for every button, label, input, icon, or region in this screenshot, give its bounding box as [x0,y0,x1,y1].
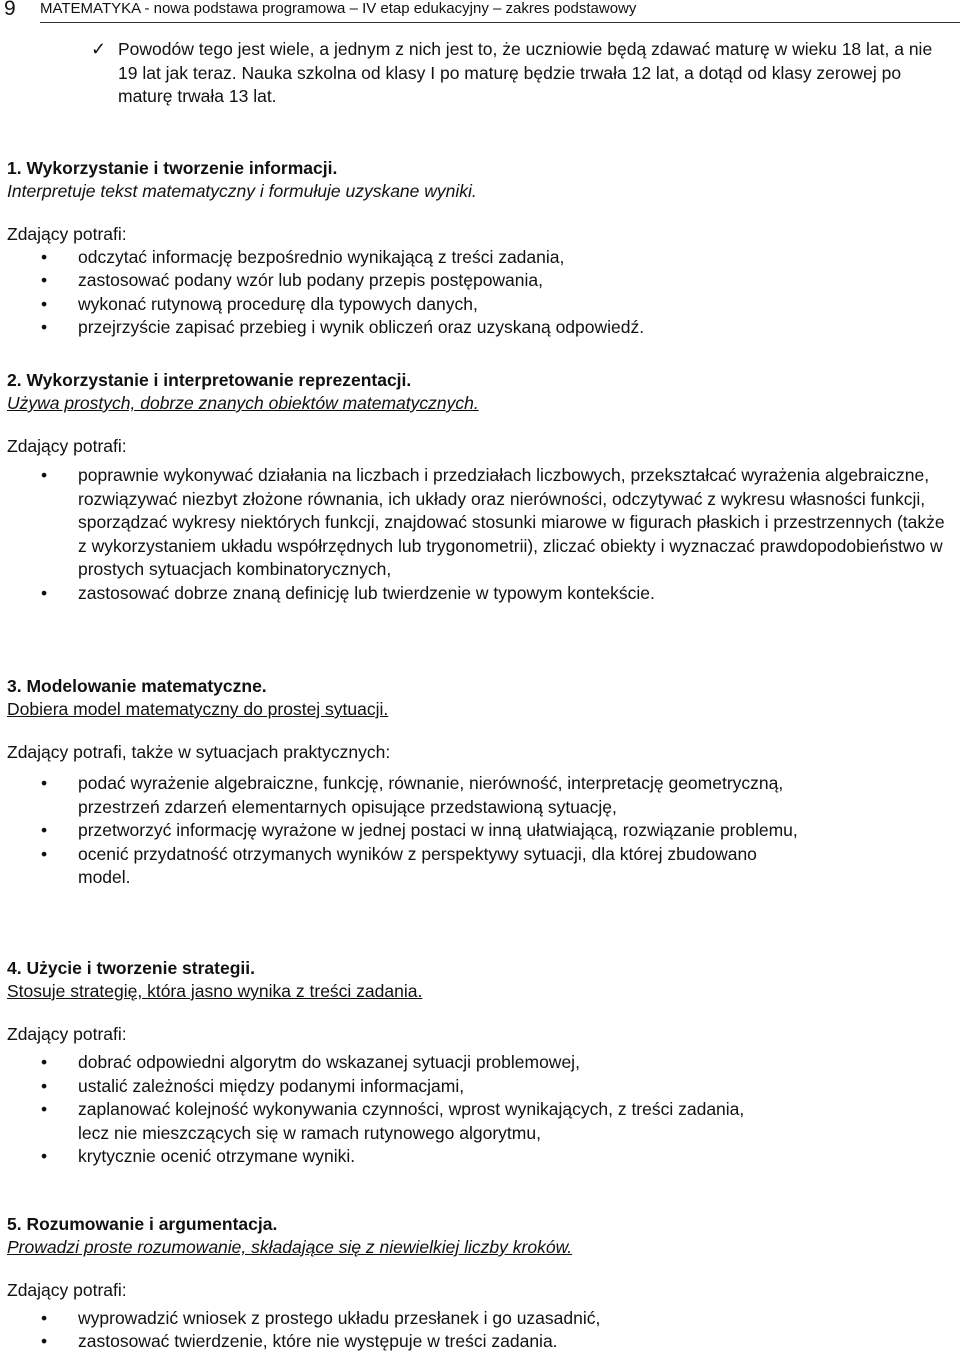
bullet-icon: • [41,1075,48,1096]
check-icon: ✓ [91,39,107,59]
bullet-list [7,1051,767,1169]
list-item: • ocenić przydatność otrzymanych wyników z perspektywy sytuacji, dla której zbudowano model. [41,843,757,887]
bullet-list [7,464,953,605]
section-title: 5. Rozumowanie i argumentacja. [7,1214,278,1234]
list-item: • zaplanować kolejność wykonywania czynności, wprost wynikających, z treści zadania, lecz nie mieszczących się w ramach rutynowego algorytmu, [41,1099,745,1143]
section-title: 4. Użycie i tworzenie strategii. [7,958,255,978]
bullet-list [7,772,807,890]
list-item: • dobrać odpowiedni algorytm do wskazanej sytuacji problemowej, [7,1051,767,1075]
list-item: • przetworzyć informację wyrażone w jednej postaci w inną ułatwiającą, rozwiązanie problemu, [7,819,807,843]
bullet-icon: • [41,247,48,267]
bullet-list [7,1307,953,1354]
bullet-icon: • [41,316,48,337]
bullet-icon: • [41,1308,48,1328]
list-item: • poprawnie wykonywać działania na liczbach i przedziałach liczbowych, przekształcać wyrażenia algebraiczne, rozwiązywać niezbyt złożone równania, ich układy oraz nierówności, odczytywać z wykresu własności funkcji, sporządzać wykresy niektórych funkcji, znajdować stosunki miarowe w figurach płaskich i przestrzennych (także z wykorzystaniem układu współrzędnych lub trygonometrii), zliczać obiekty i wyznaczać prawdopodobieństwo w prostych sytuacjach kombinatorycznych, [41,465,945,579]
bullet-icon: • [41,773,48,793]
header-title: MATEMATYKA - nowa podstawa programowa – IV etap edukacyjny – zakres podstawowy [40,0,637,17]
bullet-icon: • [41,843,48,864]
section-1 [7,157,953,339]
list-item: • zastosować podany wzór lub podany przepis postępowania, [7,269,953,292]
section-intro: Zdający potrafi: [7,436,127,456]
bullet-icon: • [41,1099,48,1119]
section-subtitle: Interpretuje tekst matematyczny i formułuje uzyskane wyniki. [7,181,477,201]
page-header [0,0,960,22]
section-intro: Zdający potrafi, także w sytuacjach praktycznych: [7,742,391,762]
list-item: • przejrzyście zapisać przebieg i wynik obliczeń oraz uzyskaną odpowiedź. [7,316,953,339]
section-4 [7,957,953,1169]
section-subtitle: Dobiera model matematyczny do prostej sytuacji. [7,699,389,719]
section-subtitle: Prowadzi proste rozumowanie, składające się z niewielkiej liczby kroków. [7,1237,573,1257]
section-title: 2. Wykorzystanie i interpretowanie reprezentacji. [7,370,412,390]
list-item: • zastosować dobrze znaną definicję lub twierdzenie w typowym kontekście. [7,582,953,606]
section-title: 1. Wykorzystanie i tworzenie informacji. [7,158,338,178]
bullet-icon: • [41,820,48,840]
section-title: 3. Modelowanie matematyczne. [7,676,267,696]
section-intro: Zdający potrafi: [7,1024,127,1044]
bullet-icon: • [41,293,48,314]
list-item: • krytycznie ocenić otrzymane wyniki. [7,1145,767,1169]
list-item: • ustalić zależności między podanymi informacjami, [7,1075,767,1099]
section-intro: Zdający potrafi: [7,224,127,244]
section-subtitle: Stosuje strategię, która jasno wynika z treści zadania. [7,981,423,1001]
section-intro: Zdający potrafi: [7,1280,127,1300]
bullet-icon: • [41,1052,48,1072]
bullet-icon: • [41,1331,48,1352]
list-item: • wyprowadzić wniosek z prostego układu przesłanek i go uzasadnić, [7,1307,953,1330]
section-5 [7,1213,953,1354]
list-item: • wykonać rutynową procedurę dla typowych danych, [7,293,953,316]
list-item: • podać wyrażenie algebraiczne, funkcję, równanie, nierówność, interpretację geometryczną, przestrzeń zdarzeń elementarnych opisujące przedstawioną sytuację, [41,773,784,817]
list-item: • zastosować twierdzenie, które nie występuje w treści zadania. [7,1330,953,1353]
page-number: 9 [4,0,16,20]
section-2 [7,369,953,605]
section-subtitle: Używa prostych, dobrze znanych obiektów matematycznych. [7,393,479,413]
bullet-list [7,246,953,339]
note-text: Powodów tego jest wiele, a jednym z nich jest to, że uczniowie będą zdawać maturę w wieku 18 lat, a nie 19 lat jak teraz. Nauka szkolna od klasy I po maturę będzie trwała 12 lat, a dotąd od klasy zerowej po maturę trwała 13 lat. [118,39,933,106]
section-3 [7,675,953,890]
bullet-icon: • [41,465,48,485]
bullet-icon: • [41,270,48,291]
list-item: • odczytać informację bezpośrednio wynikającą z treści zadania, [7,246,953,269]
bullet-icon: • [41,582,48,603]
bullet-icon: • [41,1146,48,1166]
note-paragraph [91,38,953,109]
header-rule [40,22,960,23]
